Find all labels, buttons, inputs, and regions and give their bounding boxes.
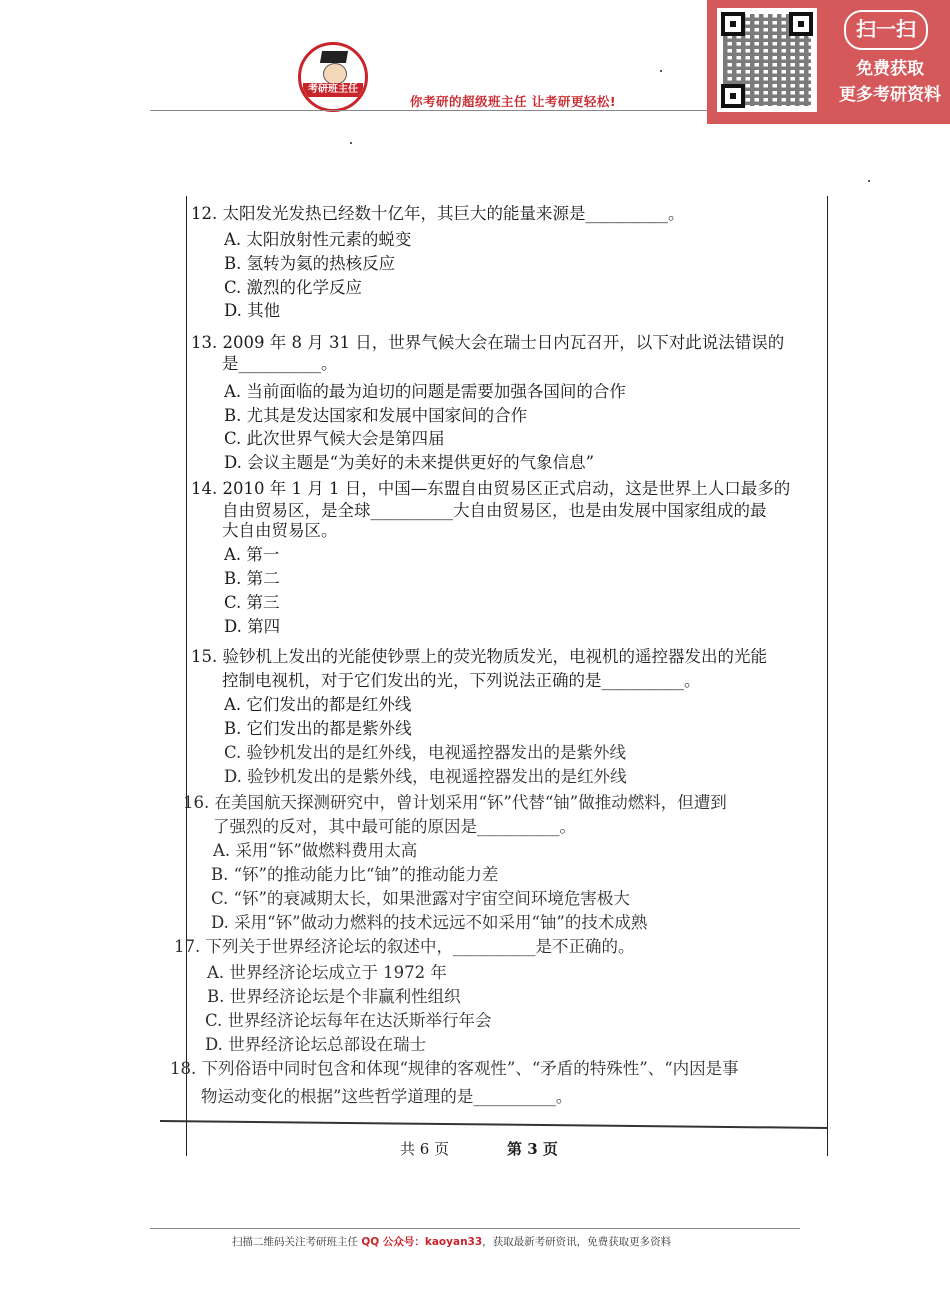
question-12-option: B. 氢转为氦的热核反应: [224, 254, 396, 273]
question-14-option: B. 第二: [224, 569, 280, 588]
brand-logo: [298, 42, 368, 112]
question-14-text-cont: 大自由贸易区。: [222, 521, 338, 540]
question-16-option: C. “钚”的衰减期太长，如果泄露对宇宙空间环境危害极大: [211, 889, 630, 908]
promo-text: [831, 56, 949, 108]
question-17-option: D. 世界经济论坛总部设在瑞士: [205, 1035, 427, 1054]
promo-line-2: 更多考研资料: [839, 85, 941, 105]
question-13-text: 13. 2009 年 8 月 31 日，世界气候大会在瑞士日内瓦召开，以下对此说法错误的: [191, 333, 785, 352]
mascot-face-icon: [323, 63, 347, 85]
question-16-option: A. 采用“钚”做燃料费用太高: [213, 841, 418, 860]
scan-speck: [660, 70, 662, 72]
scan-speck: [350, 142, 352, 144]
scan-speck: [868, 180, 870, 182]
question-12-text: 12. 太阳发光发热已经数十亿年，其巨大的能量来源是__________。: [191, 204, 685, 223]
question-16-text-cont: 了强烈的反对，其中最可能的原因是__________。: [213, 817, 576, 836]
question-15-option: A. 它们发出的都是红外线: [224, 695, 412, 714]
question-14-option: A. 第一: [224, 545, 280, 564]
question-13-option: B. 尤其是发达国家和发展中国家间的合作: [224, 406, 528, 425]
footer-divider: [150, 1228, 800, 1229]
question-17-text: 17. 下列关于世界经济论坛的叙述中，__________是不正确的。: [174, 937, 635, 956]
qr-promo-banner[interactable]: [707, 0, 950, 124]
page-current: 第 3 页: [507, 1140, 558, 1158]
graduation-cap-icon: [320, 51, 348, 63]
question-17-option: C. 世界经济论坛每年在达沃斯举行年会: [205, 1011, 492, 1030]
question-15-option: C. 验钞机发出的是红外线，电视遥控器发出的是紫外线: [224, 743, 627, 762]
question-18-text-cont: 物运动变化的根据”这些哲学道理的是__________。: [201, 1087, 573, 1106]
footer-prefix: 扫描二维码关注考研班主任: [232, 1236, 362, 1248]
header-divider: [150, 110, 710, 111]
question-16-option: B. “钚”的推动能力比“铀”的推动能力差: [211, 865, 499, 884]
question-13-option: C. 此次世界气候大会是第四届: [224, 429, 445, 448]
question-15-option: D. 验钞机发出的是紫外线，电视遥控器发出的是红外线: [224, 767, 627, 786]
logo-text: 考研班主任: [303, 83, 363, 97]
question-13-text-cont: 是__________。: [222, 354, 338, 373]
question-17-option: B. 世界经济论坛是个非赢利性组织: [207, 987, 461, 1006]
scan-badge: 扫一扫: [844, 10, 928, 50]
footer-suffix: ，获取最新考研资讯，免费获取更多资料: [482, 1236, 672, 1248]
question-15-text-cont: 控制电视机，对于它们发出的光，下列说法正确的是__________。: [222, 671, 701, 690]
question-14-text-cont: 自由贸易区，是全球__________大自由贸易区，也是由发展中国家组成的最: [222, 501, 767, 520]
question-16-option: D. 采用“钚”做动力燃料的技术远远不如采用“铀”的技术成熟: [211, 913, 648, 932]
question-18-text: 18. 下列俗语中同时包含和体现“规律的客观性”、“矛盾的特殊性”、“内因是事: [170, 1059, 739, 1078]
question-13-option: D. 会议主题是“为美好的未来提供更好的气象信息”: [224, 453, 595, 472]
question-14-text: 14. 2010 年 1 月 1 日，中国—东盟自由贸易区正式启动，这是世界上人口最多的: [191, 479, 791, 498]
question-15-text: 15. 验钞机上发出的光能使钞票上的荧光物质发光，电视机的遥控器发出的光能: [191, 647, 767, 666]
footer-notice: [232, 1234, 671, 1249]
promo-line-1: 免费获取: [856, 59, 924, 79]
question-12-option: A. 太阳放射性元素的蜕变: [224, 230, 412, 249]
question-12-option: C. 激烈的化学反应: [224, 278, 363, 297]
question-16-text: 16. 在美国航天探测研究中，曾计划采用“钚”代替“铀”做推动燃料，但遭到: [183, 793, 727, 812]
header-slogan: 你考研的超级班主任 让考研更轻松!: [410, 94, 617, 109]
question-12-option: D. 其他: [224, 301, 281, 320]
question-14-option: D. 第四: [224, 617, 281, 636]
question-17-option: A. 世界经济论坛成立于 1972 年: [207, 963, 447, 982]
page-total: 共 6 页: [400, 1140, 450, 1158]
qr-code-icon[interactable]: [717, 8, 817, 112]
question-13-option: A. 当前面临的最为迫切的问题是需要加强各国间的合作: [224, 382, 626, 401]
question-15-option: B. 它们发出的都是紫外线: [224, 719, 412, 738]
footer-qq-account: QQ 公众号：kaoyan33: [361, 1236, 483, 1248]
question-14-option: C. 第三: [224, 593, 280, 612]
